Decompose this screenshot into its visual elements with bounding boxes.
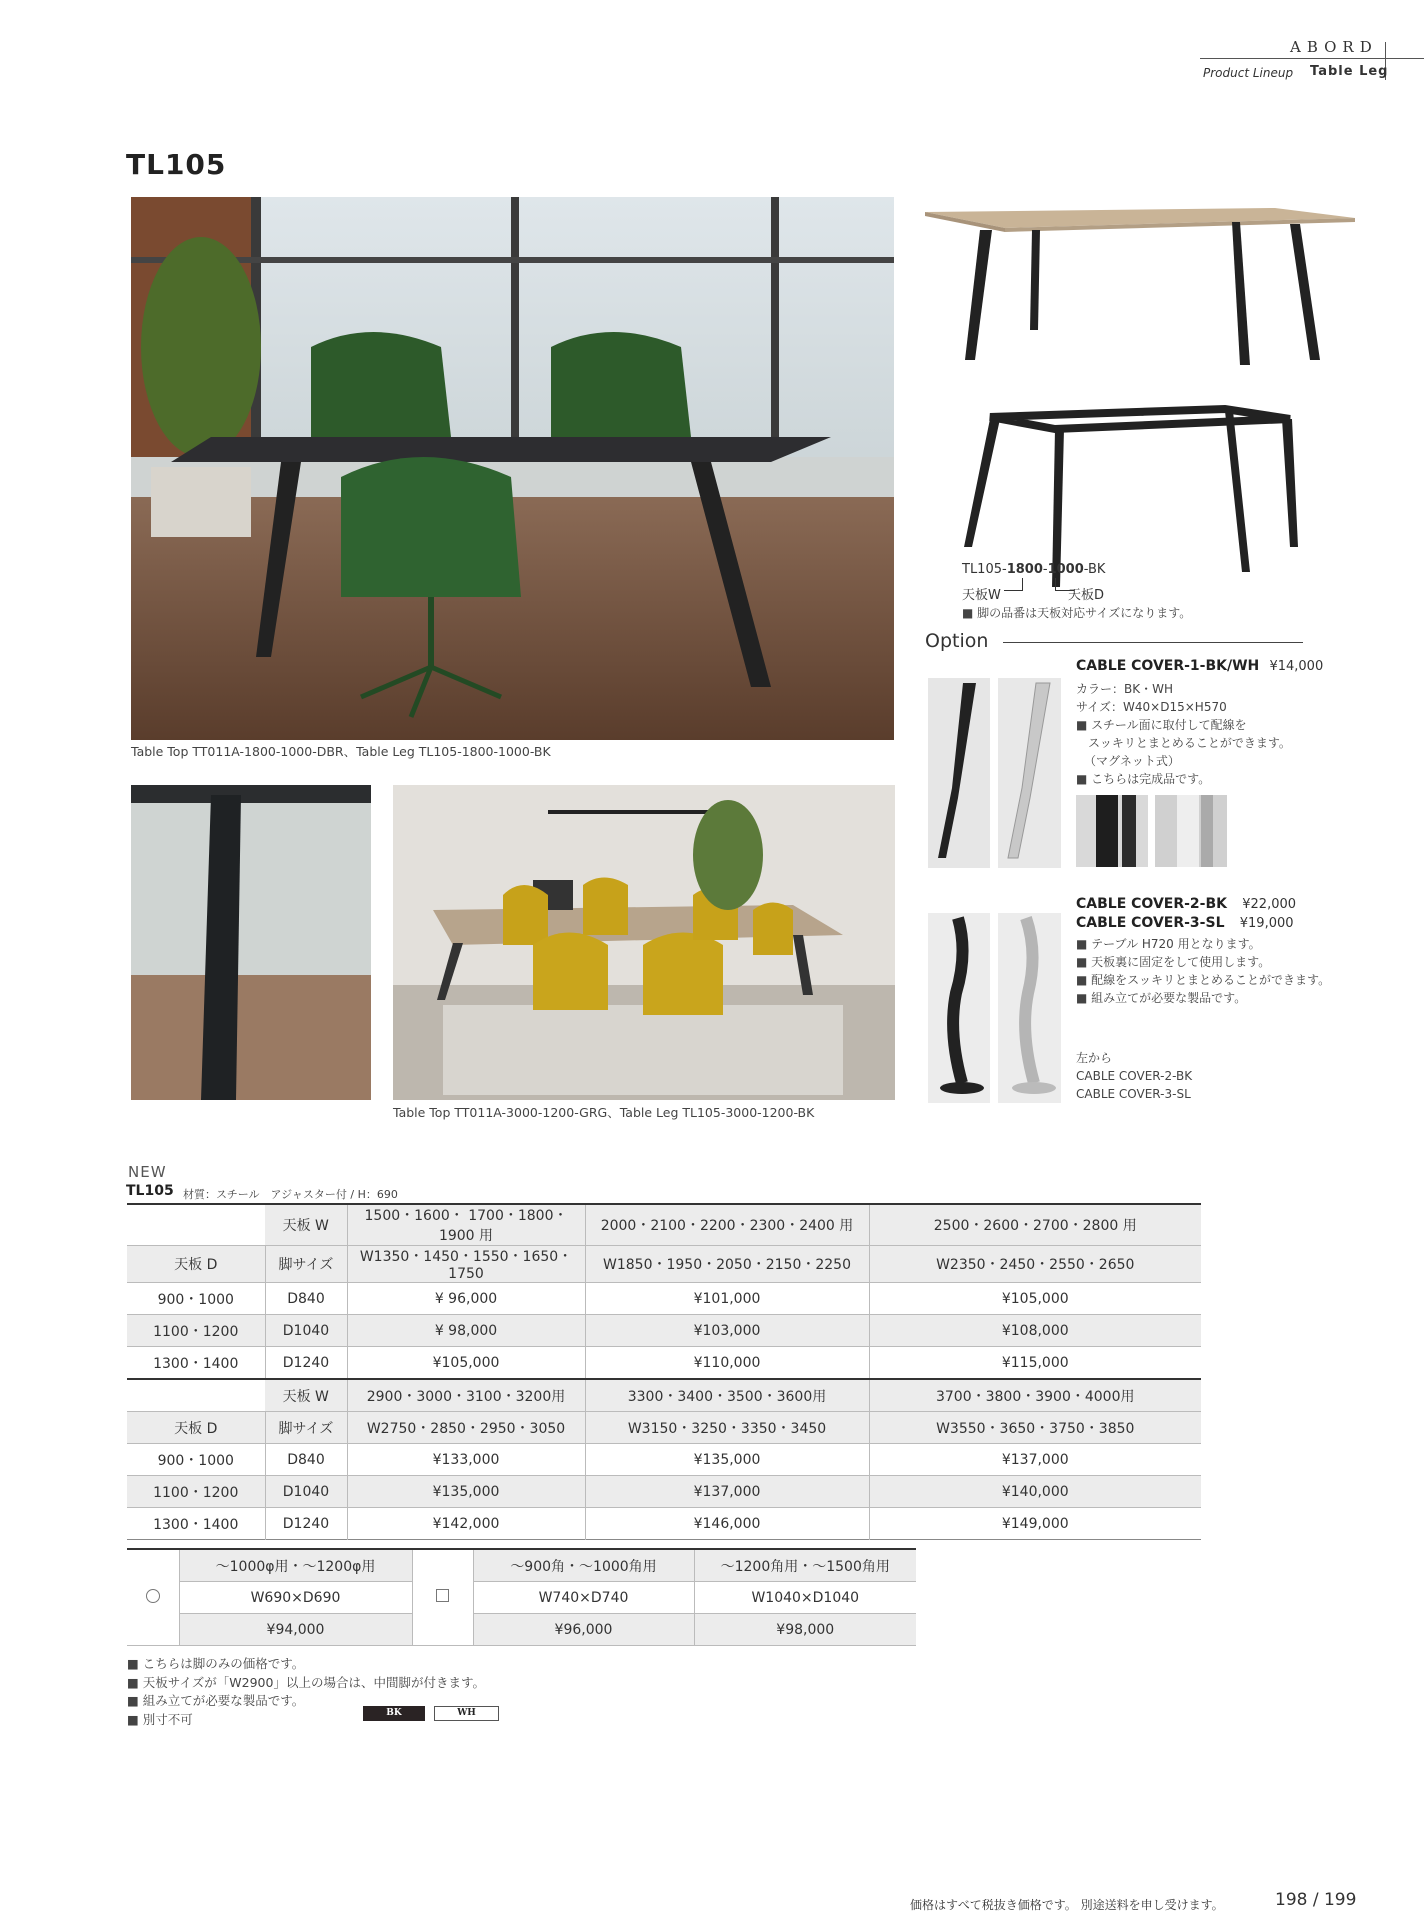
bracket-width bbox=[1004, 578, 1023, 591]
leg-size: W3550・3650・3750・3850 bbox=[869, 1412, 1201, 1444]
header-divider bbox=[1200, 58, 1424, 59]
col-header: 2900・3000・3100・3200用 bbox=[347, 1379, 585, 1412]
cable-cover-2-price: ¥22,000 bbox=[1242, 897, 1297, 912]
price-cell: ¥149,000 bbox=[869, 1508, 1201, 1540]
square-size: W740×D740 bbox=[538, 1589, 629, 1606]
price-row bbox=[127, 1614, 916, 1646]
cable-cover-2-3-line: ■ テーブル H720 用となります。 bbox=[1076, 937, 1261, 951]
option-divider bbox=[1003, 642, 1303, 643]
header-depth: 天板 D bbox=[127, 1246, 265, 1283]
cable-cover-3-name: CABLE COVER-3-SL bbox=[1076, 915, 1225, 931]
color-swatch-bk: BK bbox=[363, 1706, 425, 1721]
note-line: ■ 組み立てが必要な製品です。 bbox=[127, 1693, 305, 1708]
cable-cover-1-detail-wh bbox=[1155, 795, 1227, 867]
main-photo bbox=[131, 197, 894, 740]
cable-cover-1-detail-bk bbox=[1076, 795, 1148, 867]
square-size: W1040×D1040 bbox=[694, 1582, 916, 1614]
tax-note: 価格はすべて税抜き価格です。 別途送料を申し受けます。 bbox=[910, 1898, 1224, 1912]
round-shape-icon bbox=[127, 1549, 179, 1646]
price-cell: ¥101,000 bbox=[585, 1283, 869, 1315]
price-cell: ¥ 98,000 bbox=[347, 1315, 585, 1347]
diagram-note: ■ 脚の品番は天板対応サイズになります。 bbox=[962, 606, 1192, 620]
product-lineup-label: Product Lineup bbox=[1203, 66, 1294, 80]
from-left-caption bbox=[1076, 1049, 1192, 1103]
size-row bbox=[127, 1582, 916, 1614]
label-depth: 天板D bbox=[1068, 588, 1105, 603]
cable-cover-1-line: ■ スチール面に取付して配線を bbox=[1076, 718, 1247, 732]
cable-cover-2-3-line: ■ 配線をスッキリとまとめることができます。 bbox=[1076, 973, 1331, 987]
price-table-2-header-leg bbox=[127, 1412, 1201, 1444]
cable-cover-1-price: ¥14,000 bbox=[1269, 659, 1324, 674]
category-label: Table Leg bbox=[1310, 64, 1389, 79]
round-size: W690×D690 bbox=[179, 1582, 412, 1614]
price-cell: ¥142,000 bbox=[347, 1508, 585, 1540]
leg-size: W3150・3250・3350・3450 bbox=[585, 1412, 869, 1444]
price-cell: ¥105,000 bbox=[869, 1283, 1201, 1315]
depth-cell: 1100・1200 bbox=[127, 1476, 265, 1508]
table-row bbox=[127, 1283, 1201, 1315]
from-left-line: 左から bbox=[1076, 1051, 1113, 1065]
depth-cell: 1300・1400 bbox=[153, 1516, 239, 1533]
label-width: 天板W bbox=[962, 588, 1001, 603]
depth-cell: 1100・1200 bbox=[127, 1315, 265, 1347]
cable-cover-1-photo-bk bbox=[928, 678, 990, 868]
notes bbox=[127, 1655, 485, 1729]
from-left-line: CABLE COVER-3-SL bbox=[1076, 1087, 1191, 1101]
note-line: ■ 別寸不可 bbox=[127, 1711, 193, 1727]
cable-cover-1-line: スッキリとまとめることができます。 bbox=[1076, 736, 1291, 750]
price-cell: ¥103,000 bbox=[585, 1315, 869, 1347]
square-price: ¥98,000 bbox=[694, 1614, 916, 1646]
header-leg-size: 脚サイズ bbox=[265, 1412, 347, 1444]
leg-cell: D1040 bbox=[265, 1315, 347, 1347]
col-header: 2500・2600・2700・2800 用 bbox=[869, 1204, 1201, 1246]
table-row bbox=[127, 1347, 1201, 1380]
price-table-1-header-leg bbox=[127, 1246, 1201, 1283]
spec-model: TL105 bbox=[126, 1183, 174, 1199]
model-code bbox=[962, 562, 1105, 577]
cable-cover-2-3-info bbox=[1076, 893, 1330, 1007]
leg-size: W1850・1950・2050・2150・2250 bbox=[585, 1246, 869, 1283]
leg-size: W2350・2450・2550・2650 bbox=[869, 1246, 1201, 1283]
price-cell: ¥146,000 bbox=[585, 1508, 869, 1540]
square-price: ¥96,000 bbox=[473, 1614, 694, 1646]
price-table-2-header-w bbox=[127, 1379, 1201, 1412]
col-header: 3300・3400・3500・3600用 bbox=[585, 1379, 869, 1412]
square-header: ～1200角用・～1500角用 bbox=[694, 1549, 916, 1582]
cable-cover-1-name: CABLE COVER-1-BK/WH bbox=[1076, 658, 1260, 674]
table-with-top-illustration bbox=[920, 200, 1360, 370]
table-row bbox=[127, 1508, 1201, 1540]
col-header: 1500・1600・ 1700・1800・1900 用 bbox=[347, 1204, 585, 1246]
price-cell: ¥135,000 bbox=[585, 1444, 869, 1476]
note-line: ■ こちらは脚のみの価格です。 bbox=[127, 1656, 305, 1671]
price-cell: ¥115,000 bbox=[869, 1347, 1201, 1380]
main-photo-caption: Table Top TT011A-1800-1000-DBR、Table Leg TL105-1800-1000-BK bbox=[131, 744, 551, 759]
model-code-sep: - bbox=[1042, 562, 1048, 577]
spec-material: 材質：スチール アジャスター付 / H：690 bbox=[183, 1188, 398, 1201]
header-width: 天板 W bbox=[265, 1379, 347, 1412]
header-leg-size: 脚サイズ bbox=[265, 1246, 347, 1283]
leg-size: W2750・2850・2950・3050 bbox=[347, 1412, 585, 1444]
model-code-w: 1800 bbox=[1006, 562, 1043, 577]
table-row bbox=[127, 1315, 1201, 1347]
cable-cover-1-photo-wh bbox=[998, 678, 1061, 868]
price-cell: ¥105,000 bbox=[347, 1347, 585, 1380]
cable-cover-3-photo bbox=[998, 913, 1061, 1103]
price-cell: ¥ 96,000 bbox=[347, 1283, 585, 1315]
cable-cover-2-photo bbox=[928, 913, 990, 1103]
square-shape-icon bbox=[412, 1549, 473, 1646]
round-square-table bbox=[127, 1548, 916, 1646]
cable-cover-1-line: ■ こちらは完成品です。 bbox=[1076, 772, 1211, 786]
header-width: 天板 W bbox=[265, 1204, 347, 1246]
cable-cover-1-line: （マグネット式） bbox=[1084, 754, 1180, 768]
cable-cover-2-3-line: ■ 組み立てが必要な製品です。 bbox=[1076, 991, 1247, 1005]
col-header: 3700・3800・3900・4000用 bbox=[869, 1379, 1201, 1412]
leg-cell: D1240 bbox=[265, 1347, 347, 1380]
cable-cover-2-name: CABLE COVER-2-BK bbox=[1076, 896, 1227, 912]
round-square-header bbox=[127, 1549, 916, 1582]
price-cell: ¥135,000 bbox=[347, 1476, 585, 1508]
cable-cover-2-3-line: ■ 天板裏に固定をして使用します。 bbox=[1076, 955, 1271, 969]
price-cell: ¥108,000 bbox=[869, 1315, 1201, 1347]
price-table-1-header-w bbox=[127, 1204, 1201, 1246]
color-swatch-wh: WH bbox=[434, 1706, 499, 1721]
square-header: ～900角・～1000角用 bbox=[473, 1549, 694, 1582]
round-header: ～1000φ用・～1200φ用 bbox=[179, 1549, 412, 1582]
leg-size: W1350・1450・1550・1650・1750 bbox=[347, 1246, 585, 1283]
price-cell: ¥140,000 bbox=[869, 1476, 1201, 1508]
price-cell: ¥110,000 bbox=[585, 1347, 869, 1380]
depth-cell: 900・1000 bbox=[157, 1291, 234, 1308]
option-heading: Option bbox=[925, 630, 989, 652]
meeting-room-caption: Table Top TT011A-3000-1200-GRG、Table Leg TL105-3000-1200-BK bbox=[393, 1105, 815, 1120]
price-cell: ¥133,000 bbox=[347, 1444, 585, 1476]
model-code-suffix: -BK bbox=[1083, 562, 1106, 577]
cable-cover-1-line: サイズ：W40×D15×H570 bbox=[1076, 700, 1227, 714]
meeting-room-photo bbox=[393, 785, 895, 1100]
price-table bbox=[127, 1203, 1201, 1540]
leg-frame-illustration bbox=[960, 397, 1300, 587]
from-left-line: CABLE COVER-2-BK bbox=[1076, 1069, 1193, 1083]
model-code-d: 1000 bbox=[1047, 562, 1084, 577]
round-price: ¥94,000 bbox=[179, 1614, 412, 1646]
page-title: TL105 bbox=[126, 148, 227, 181]
depth-cell: 1300・1400 bbox=[153, 1355, 239, 1372]
leg-cell: D1040 bbox=[265, 1476, 347, 1508]
cable-cover-1-info bbox=[1076, 655, 1323, 788]
note-line: ■ 天板サイズが「W2900」以上の場合は、中間脚が付きます。 bbox=[127, 1674, 485, 1690]
model-code-prefix: TL105- bbox=[962, 562, 1007, 577]
table-row bbox=[127, 1476, 1201, 1508]
depth-cell: 900・1000 bbox=[157, 1452, 234, 1469]
leg-closeup-photo bbox=[131, 785, 371, 1100]
new-badge: NEW bbox=[128, 1163, 167, 1181]
leg-cell: D840 bbox=[265, 1283, 347, 1315]
header-depth: 天板 D bbox=[127, 1412, 265, 1444]
col-header: 2000・2100・2200・2300・2400 用 bbox=[585, 1204, 869, 1246]
leg-cell: D1240 bbox=[265, 1508, 347, 1540]
page-numbers: 198 / 199 bbox=[1275, 1890, 1357, 1910]
price-cell: ¥137,000 bbox=[585, 1476, 869, 1508]
cable-cover-3-price: ¥19,000 bbox=[1239, 916, 1294, 931]
price-cell: ¥137,000 bbox=[869, 1444, 1201, 1476]
cable-cover-1-line: カラー：BK・WH bbox=[1076, 682, 1173, 696]
leg-cell: D840 bbox=[265, 1444, 347, 1476]
table-row bbox=[127, 1444, 1201, 1476]
brand-logo: ABORD bbox=[1290, 38, 1378, 56]
